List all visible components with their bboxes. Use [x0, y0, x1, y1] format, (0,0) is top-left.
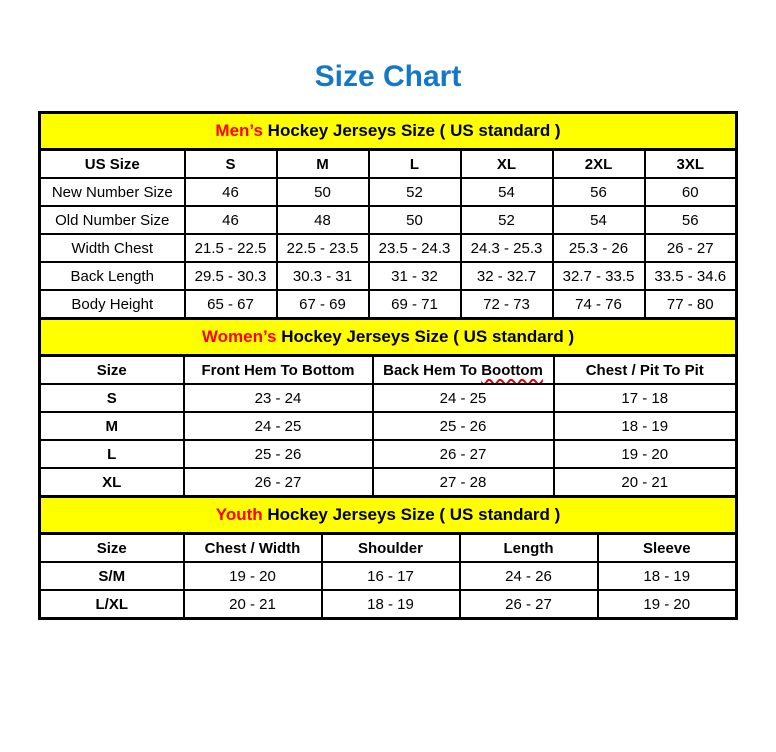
youth-row-label: S/M [40, 562, 184, 590]
mens-value-cell: 26 - 27 [645, 234, 737, 262]
youth-value-cell: 19 - 20 [598, 590, 737, 619]
womens-value-cell: 25 - 26 [373, 412, 554, 440]
page-title: Size Chart [314, 60, 462, 93]
youth-value-cell: 18 - 19 [322, 590, 460, 619]
mens-value-cell: 23.5 - 24.3 [369, 234, 461, 262]
womens-value-cell: 20 - 21 [554, 468, 737, 497]
mens-column-header: L [369, 150, 461, 179]
womens-column-header: Front Hem To Bottom [184, 356, 373, 385]
womens-value-cell: 19 - 20 [554, 440, 737, 468]
mens-size-table [38, 111, 738, 320]
womens-table-row [40, 412, 737, 440]
mens-value-cell: 31 - 32 [369, 262, 461, 290]
womens-section-title-rest: Hockey Jerseys Size ( US standard ) [276, 327, 575, 346]
womens-value-cell: 24 - 25 [184, 412, 373, 440]
womens-value-cell: 26 - 27 [184, 468, 373, 497]
mens-row-label: New Number Size [40, 178, 185, 206]
youth-column-header: Sleeve [598, 534, 737, 563]
womens-column-header: Chest / Pit To Pit [554, 356, 737, 385]
mens-section-title-rest: Hockey Jerseys Size ( US standard ) [262, 121, 561, 140]
mens-section-title-highlight: Men’s [215, 121, 263, 140]
mens-table-row [40, 234, 737, 262]
mens-row-label: Old Number Size [40, 206, 185, 234]
youth-column-header: Chest / Width [184, 534, 322, 563]
mens-value-cell: 67 - 69 [277, 290, 369, 319]
youth-column-header: Length [460, 534, 598, 563]
womens-value-cell: 24 - 25 [373, 384, 554, 412]
mens-column-header: 3XL [645, 150, 737, 179]
mens-section-header-row [40, 113, 737, 150]
youth-section-title-highlight: Youth [215, 505, 263, 524]
mens-value-cell: 77 - 80 [645, 290, 737, 319]
mens-section-title [40, 113, 737, 150]
mens-value-cell: 56 [553, 178, 645, 206]
womens-row-label: S [40, 384, 184, 412]
mens-value-cell: 30.3 - 31 [277, 262, 369, 290]
size-chart-page [0, 60, 776, 620]
youth-section-title-rest: Hockey Jerseys Size ( US standard ) [262, 505, 561, 524]
womens-row-label: L [40, 440, 184, 468]
misspelled-word: Boottom [481, 361, 543, 379]
mens-value-cell: 24.3 - 25.3 [461, 234, 553, 262]
womens-column-header: Back Hem To Boottom [373, 356, 554, 385]
mens-column-header: US Size [40, 150, 185, 179]
youth-table-row [40, 590, 737, 619]
youth-size-table [38, 495, 738, 620]
mens-value-cell: 65 - 67 [185, 290, 277, 319]
mens-value-cell: 22.5 - 23.5 [277, 234, 369, 262]
mens-value-cell: 74 - 76 [553, 290, 645, 319]
youth-value-cell: 24 - 26 [460, 562, 598, 590]
youth-value-cell: 16 - 17 [322, 562, 460, 590]
womens-value-cell: 23 - 24 [184, 384, 373, 412]
mens-value-cell: 33.5 - 34.6 [645, 262, 737, 290]
mens-value-cell: 50 [369, 206, 461, 234]
womens-row-label: M [40, 412, 184, 440]
youth-value-cell: 20 - 21 [184, 590, 322, 619]
womens-section-title [40, 319, 737, 356]
mens-value-cell: 72 - 73 [461, 290, 553, 319]
womens-section-title-highlight: Women’s [201, 327, 277, 346]
womens-row-label: XL [40, 468, 184, 497]
womens-value-cell: 25 - 26 [184, 440, 373, 468]
youth-section-title [40, 497, 737, 534]
mens-value-cell: 54 [461, 178, 553, 206]
mens-value-cell: 50 [277, 178, 369, 206]
womens-table-row [40, 468, 737, 497]
mens-value-cell: 60 [645, 178, 737, 206]
womens-table-row [40, 384, 737, 412]
mens-value-cell: 52 [461, 206, 553, 234]
womens-table-row [40, 440, 737, 468]
mens-value-cell: 54 [553, 206, 645, 234]
mens-value-cell: 29.5 - 30.3 [185, 262, 277, 290]
mens-column-header: S [185, 150, 277, 179]
mens-table-row [40, 206, 737, 234]
mens-value-cell: 52 [369, 178, 461, 206]
womens-column-header: Size [40, 356, 184, 385]
youth-column-header: Size [40, 534, 184, 563]
womens-value-cell: 27 - 28 [373, 468, 554, 497]
womens-section-header-row [40, 319, 737, 356]
mens-column-header: XL [461, 150, 553, 179]
mens-value-cell: 46 [185, 206, 277, 234]
youth-row-label: L/XL [40, 590, 184, 619]
mens-value-cell: 56 [645, 206, 737, 234]
mens-value-cell: 69 - 71 [369, 290, 461, 319]
youth-value-cell: 19 - 20 [184, 562, 322, 590]
womens-column-header-row [40, 356, 737, 385]
mens-value-cell: 32.7 - 33.5 [553, 262, 645, 290]
mens-value-cell: 46 [185, 178, 277, 206]
womens-value-cell: 26 - 27 [373, 440, 554, 468]
youth-section-header-row [40, 497, 737, 534]
womens-size-table [38, 317, 738, 498]
youth-value-cell: 18 - 19 [598, 562, 737, 590]
youth-value-cell: 26 - 27 [460, 590, 598, 619]
mens-value-cell: 25.3 - 26 [553, 234, 645, 262]
mens-row-label: Body Height [40, 290, 185, 319]
mens-table-row [40, 178, 737, 206]
mens-table-row [40, 262, 737, 290]
womens-value-cell: 17 - 18 [554, 384, 737, 412]
youth-column-header: Shoulder [322, 534, 460, 563]
mens-row-label: Width Chest [40, 234, 185, 262]
mens-value-cell: 21.5 - 22.5 [185, 234, 277, 262]
mens-value-cell: 32 - 32.7 [461, 262, 553, 290]
mens-table-row [40, 290, 737, 319]
womens-value-cell: 18 - 19 [554, 412, 737, 440]
mens-column-header: 2XL [553, 150, 645, 179]
mens-row-label: Back Length [40, 262, 185, 290]
youth-table-row [40, 562, 737, 590]
mens-column-header-row [40, 150, 737, 179]
mens-value-cell: 48 [277, 206, 369, 234]
size-tables [38, 111, 735, 620]
youth-column-header-row [40, 534, 737, 563]
mens-column-header: M [277, 150, 369, 179]
